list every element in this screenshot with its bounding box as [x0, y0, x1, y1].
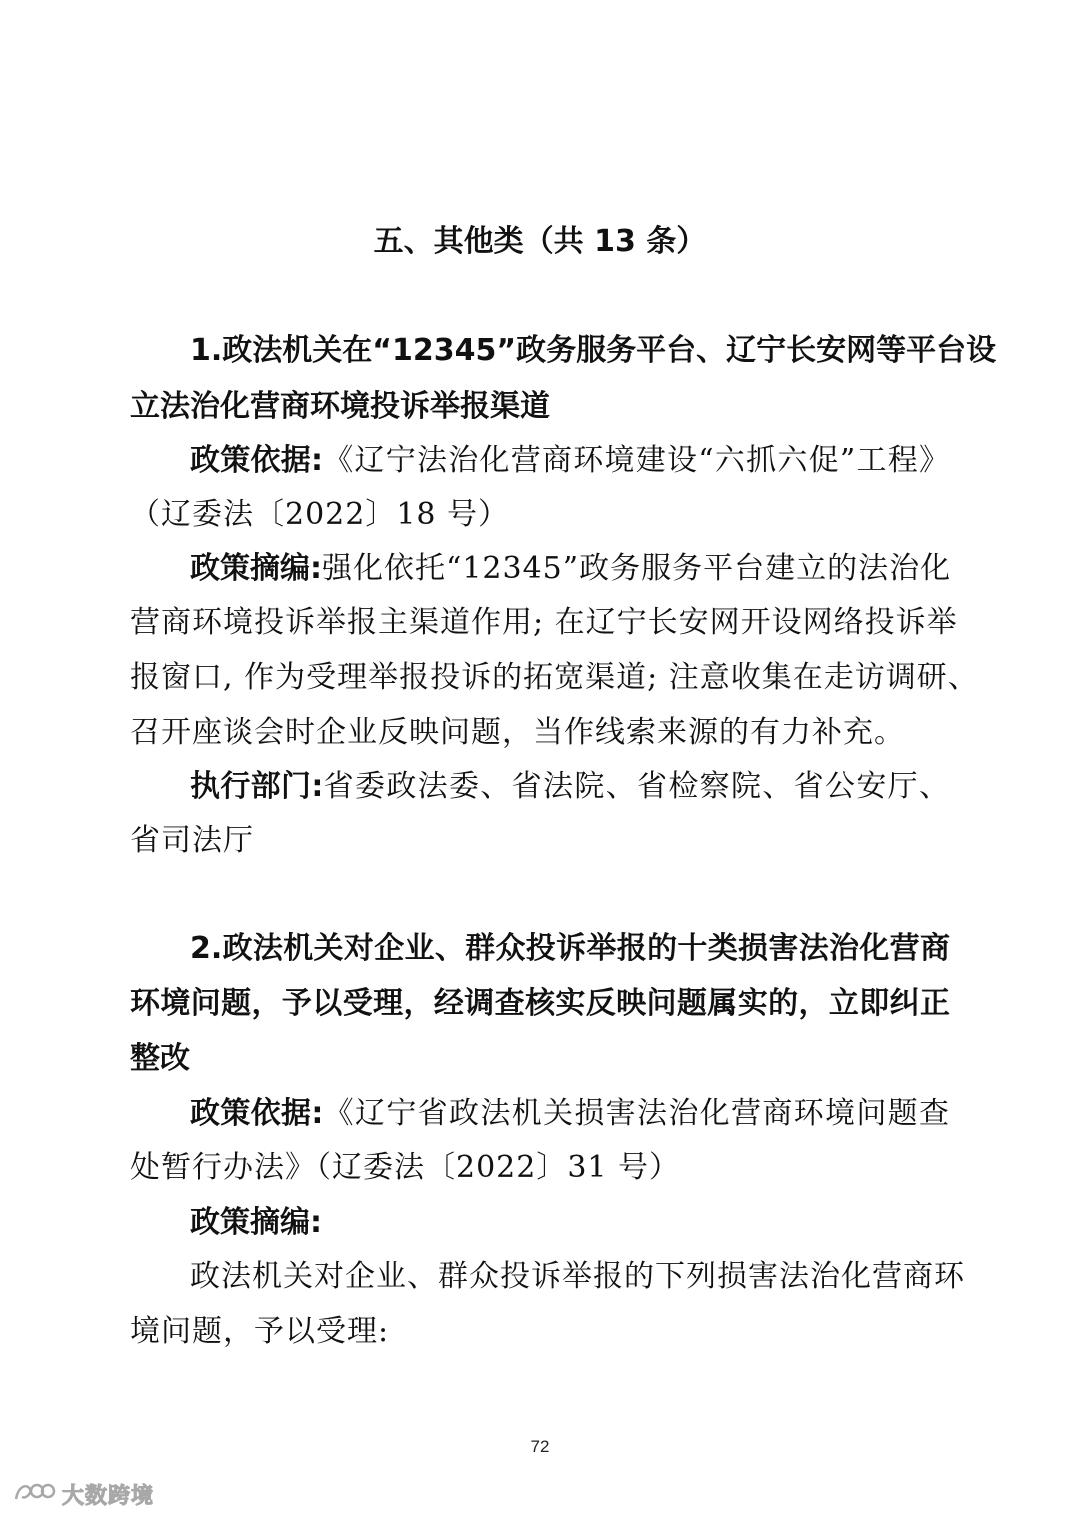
item-2-excerpt-text-2: 境问题，予以受理: — [130, 1314, 390, 1349]
item-1-excerpt-text-1: 强化依托“12345”政务服务平台建立的法治化 — [322, 551, 952, 586]
brand-logo-icon — [12, 1477, 56, 1512]
item-2-excerpt — [190, 1199, 950, 1247]
item-1-excerpt — [190, 545, 950, 593]
item-2-heading-line-2: 环境问题，予以受理，经调查核实反映问题属实的，立即纠正 — [130, 986, 950, 1021]
item-2-basis-text-2: 处暂行办法》（辽委法〔2022〕31 号） — [130, 1150, 681, 1185]
item-2-excerpt-text-1: 政法机关对企业、群众投诉举报的下列损害法治化营商环 — [190, 1259, 965, 1294]
watermark — [12, 1477, 154, 1512]
item-1-excerpt-text-4: 召开座谈会时企业反映问题，当作线索来源的有力补充。 — [130, 715, 905, 750]
item-2-heading-line-3: 整改 — [130, 1041, 190, 1076]
item-1-basis-text-1: 《辽宁法治化营商环境建设“六抓六促”工程》 — [323, 443, 950, 478]
item-2-basis-label: 政策依据: — [190, 1096, 324, 1131]
item-1-excerpt-text-3: 报窗口, 作为受理举报投诉的拓宽渠道; 注意收集在走访调研、 — [130, 660, 979, 695]
item-1-dept-text-2: 省司法厅 — [130, 823, 254, 858]
item-2-heading-line-1: 2.政法机关对企业、群众投诉举报的十类损害法治化营商 — [190, 931, 950, 966]
section-title: 五、其他类（共 13 条） — [373, 224, 707, 259]
item-1-basis-text-2: （辽委法〔2022〕18 号） — [130, 497, 510, 532]
item-1-basis-label: 政策依据: — [190, 443, 324, 478]
item-1-dept — [190, 763, 950, 811]
item-1-excerpt-text-2: 营商环境投诉举报主渠道作用; 在辽宁长安网开设网络投诉举 — [130, 605, 958, 640]
item-2-excerpt-label: 政策摘编: — [190, 1205, 322, 1240]
item-1-excerpt-label: 政策摘编: — [190, 551, 322, 586]
watermark-text: 大数跨境 — [62, 1484, 155, 1509]
item-1-dept-label: 执行部门: — [190, 769, 324, 804]
item-2-basis — [190, 1090, 950, 1138]
item-1-heading-line-1: 1.政法机关在“12345”政务服务平台、辽宁长安网等平台设 — [190, 333, 997, 368]
item-1-dept-text-1: 省委政法委、省法院、省检察院、省公安厅、 — [323, 769, 951, 804]
item-2-basis-text-1: 《辽宁省政法机关损害法治化营商环境问题查 — [323, 1096, 951, 1131]
item-1-basis — [190, 437, 950, 485]
item-1-heading-line-2: 立法治化营商环境投诉举报渠道 — [130, 389, 550, 424]
page-number: 72 — [530, 1437, 550, 1456]
